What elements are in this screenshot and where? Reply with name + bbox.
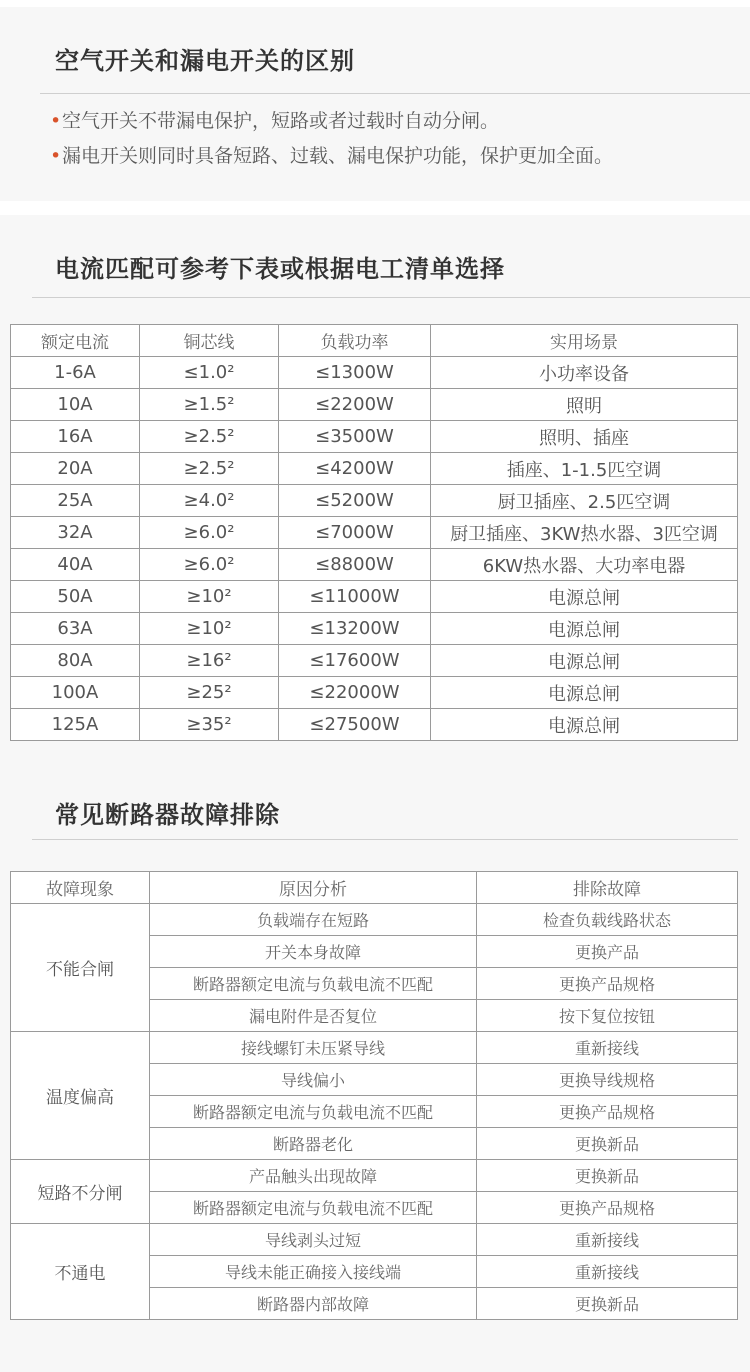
section-title-troubleshooting: 常见断路器故障排除	[55, 801, 280, 829]
solution-cell: 更换产品规格	[477, 968, 738, 1000]
table-row	[11, 677, 738, 709]
copper-wire-cell: ≥25²	[140, 677, 279, 709]
rated-current-cell: 125A	[11, 709, 140, 741]
rated-current-cell: 100A	[11, 677, 140, 709]
column-header: 额定电流	[11, 325, 140, 357]
solution-cell: 更换新品	[477, 1160, 738, 1192]
cause-cell: 断路器额定电流与负载电流不匹配	[150, 1192, 477, 1224]
table-header-row	[11, 872, 738, 904]
solution-cell: 更换导线规格	[477, 1064, 738, 1096]
rated-current-cell: 80A	[11, 645, 140, 677]
solution-cell: 重新接线	[477, 1032, 738, 1064]
symptom-cell: 温度偏高	[11, 1032, 150, 1160]
cause-cell: 导线剥头过短	[150, 1224, 477, 1256]
usage-scenario-cell: 照明	[431, 389, 738, 421]
table-row	[11, 709, 738, 741]
load-power-cell: ≤11000W	[279, 581, 431, 613]
copper-wire-cell: ≤1.0²	[140, 357, 279, 389]
column-header: 故障现象	[11, 872, 150, 904]
usage-scenario-cell: 电源总闸	[431, 677, 738, 709]
load-power-cell: ≤4200W	[279, 453, 431, 485]
load-power-cell: ≤13200W	[279, 613, 431, 645]
rated-current-cell: 50A	[11, 581, 140, 613]
copper-wire-cell: ≥6.0²	[140, 517, 279, 549]
symptom-cell: 不通电	[11, 1224, 150, 1320]
copper-wire-cell: ≥35²	[140, 709, 279, 741]
rated-current-cell: 40A	[11, 549, 140, 581]
column-header: 排除故障	[477, 872, 738, 904]
rated-current-cell: 10A	[11, 389, 140, 421]
cause-cell: 断路器老化	[150, 1128, 477, 1160]
copper-wire-cell: ≥10²	[140, 581, 279, 613]
cause-cell: 导线未能正确接入接线端	[150, 1256, 477, 1288]
column-header: 原因分析	[150, 872, 477, 904]
bullet-item: •空气开关不带漏电保护，短路或者过载时自动分闸。	[50, 110, 500, 132]
load-power-cell: ≤7000W	[279, 517, 431, 549]
rated-current-cell: 20A	[11, 453, 140, 485]
section-title-current-matching: 电流匹配可参考下表或根据电工清单选择	[55, 255, 505, 283]
solution-cell: 更换新品	[477, 1128, 738, 1160]
solution-cell: 检查负载线路状态	[477, 904, 738, 936]
table-row	[11, 581, 738, 613]
cause-cell: 漏电附件是否复位	[150, 1000, 477, 1032]
rated-current-cell: 32A	[11, 517, 140, 549]
copper-wire-cell: ≥2.5²	[140, 421, 279, 453]
table-row	[11, 357, 738, 389]
column-header: 负载功率	[279, 325, 431, 357]
table-row	[11, 549, 738, 581]
table-row	[11, 1032, 738, 1064]
symptom-cell: 不能合闸	[11, 904, 150, 1032]
table-row	[11, 1160, 738, 1192]
cause-cell: 负载端存在短路	[150, 904, 477, 936]
table-row	[11, 1224, 738, 1256]
usage-scenario-cell: 厨卫插座、3KW热水器、3匹空调	[431, 517, 738, 549]
bullet-dot-icon: •	[50, 110, 62, 132]
bullet-item: •漏电开关则同时具备短路、过载、漏电保护功能，保护更加全面。	[50, 145, 614, 167]
divider	[32, 297, 750, 298]
rated-current-cell: 25A	[11, 485, 140, 517]
solution-cell: 重新接线	[477, 1256, 738, 1288]
load-power-cell: ≤22000W	[279, 677, 431, 709]
current-matching-table	[10, 324, 738, 741]
usage-scenario-cell: 电源总闸	[431, 581, 738, 613]
divider	[40, 93, 750, 94]
symptom-cell: 短路不分闸	[11, 1160, 150, 1224]
cause-cell: 断路器内部故障	[150, 1288, 477, 1320]
copper-wire-cell: ≥1.5²	[140, 389, 279, 421]
usage-scenario-cell: 厨卫插座、2.5匹空调	[431, 485, 738, 517]
cause-cell: 接线螺钉未压紧导线	[150, 1032, 477, 1064]
cause-cell: 断路器额定电流与负载电流不匹配	[150, 968, 477, 1000]
table-row	[11, 453, 738, 485]
rated-current-cell: 63A	[11, 613, 140, 645]
copper-wire-cell: ≥2.5²	[140, 453, 279, 485]
load-power-cell: ≤3500W	[279, 421, 431, 453]
solution-cell: 更换产品规格	[477, 1096, 738, 1128]
table-row	[11, 613, 738, 645]
troubleshooting-table	[10, 871, 738, 1320]
column-header: 铜芯线	[140, 325, 279, 357]
bullet-dot-icon: •	[50, 145, 62, 167]
usage-scenario-cell: 电源总闸	[431, 613, 738, 645]
table-row	[11, 389, 738, 421]
table-row	[11, 904, 738, 936]
divider	[32, 839, 738, 840]
copper-wire-cell: ≥10²	[140, 613, 279, 645]
cause-cell: 开关本身故障	[150, 936, 477, 968]
table-row	[11, 421, 738, 453]
rated-current-cell: 16A	[11, 421, 140, 453]
section-title-difference: 空气开关和漏电开关的区别	[55, 47, 355, 75]
copper-wire-cell: ≥4.0²	[140, 485, 279, 517]
cause-cell: 产品触头出现故障	[150, 1160, 477, 1192]
usage-scenario-cell: 电源总闸	[431, 645, 738, 677]
table-header-row	[11, 325, 738, 357]
solution-cell: 更换产品规格	[477, 1192, 738, 1224]
copper-wire-cell: ≥6.0²	[140, 549, 279, 581]
copper-wire-cell: ≥16²	[140, 645, 279, 677]
cause-cell: 断路器额定电流与负载电流不匹配	[150, 1096, 477, 1128]
solution-cell: 更换产品	[477, 936, 738, 968]
usage-scenario-cell: 插座、1-1.5匹空调	[431, 453, 738, 485]
load-power-cell: ≤5200W	[279, 485, 431, 517]
rated-current-cell: 1-6A	[11, 357, 140, 389]
table-row	[11, 485, 738, 517]
solution-cell: 更换新品	[477, 1288, 738, 1320]
load-power-cell: ≤17600W	[279, 645, 431, 677]
column-header: 实用场景	[431, 325, 738, 357]
intro-panel	[0, 7, 750, 201]
load-power-cell: ≤27500W	[279, 709, 431, 741]
usage-scenario-cell: 电源总闸	[431, 709, 738, 741]
usage-scenario-cell: 小功率设备	[431, 357, 738, 389]
cause-cell: 导线偏小	[150, 1064, 477, 1096]
solution-cell: 重新接线	[477, 1224, 738, 1256]
load-power-cell: ≤8800W	[279, 549, 431, 581]
load-power-cell: ≤1300W	[279, 357, 431, 389]
load-power-cell: ≤2200W	[279, 389, 431, 421]
usage-scenario-cell: 6KW热水器、大功率电器	[431, 549, 738, 581]
usage-scenario-cell: 照明、插座	[431, 421, 738, 453]
table-row	[11, 517, 738, 549]
solution-cell: 按下复位按钮	[477, 1000, 738, 1032]
tables-panel	[0, 215, 750, 1372]
table-row	[11, 645, 738, 677]
